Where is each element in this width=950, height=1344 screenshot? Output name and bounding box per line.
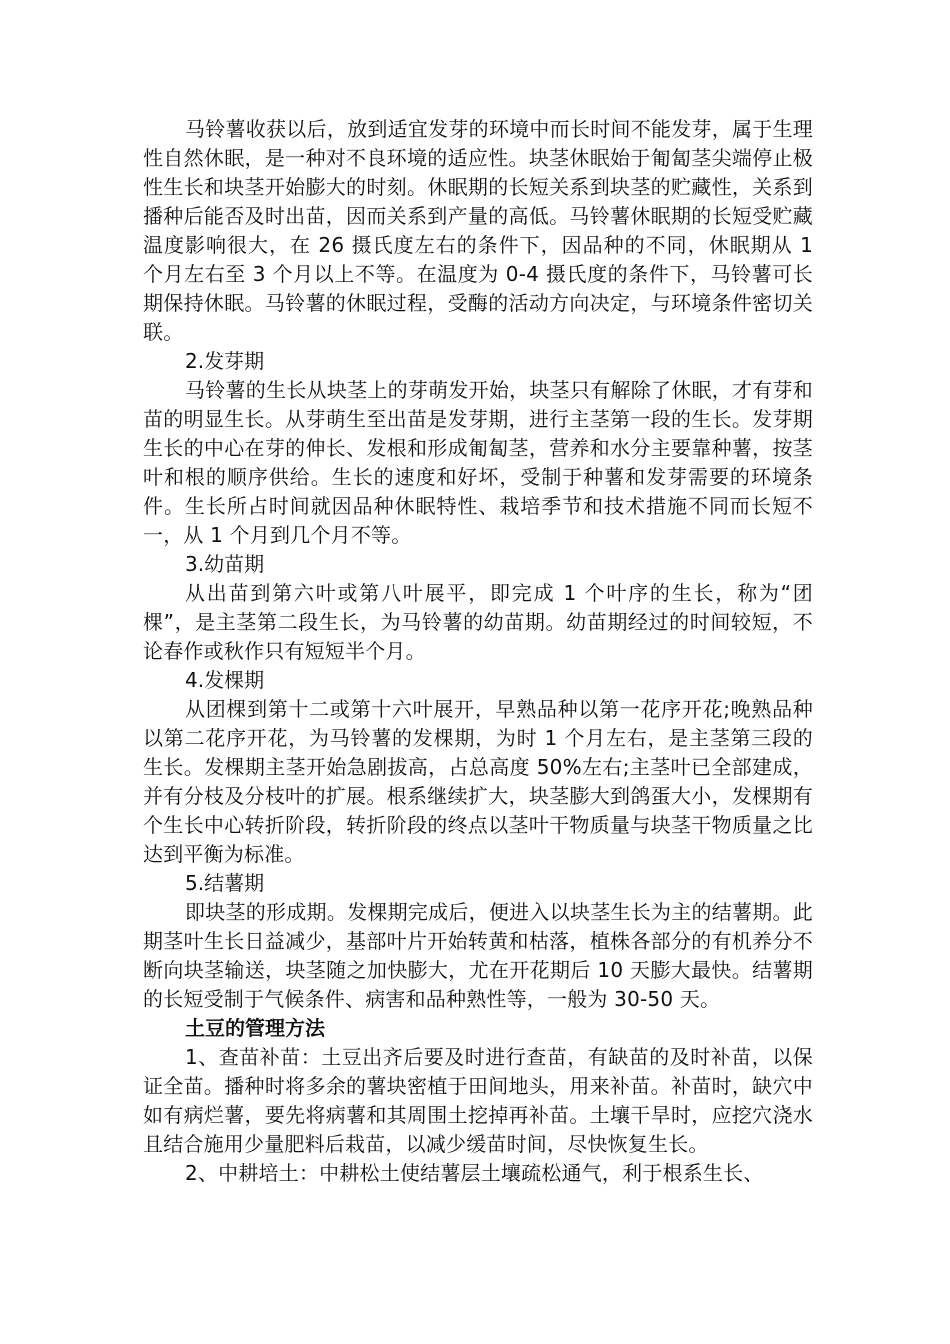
paragraph-dormancy: 马铃薯收获以后，放到适宜发芽的环境中而长时间不能发芽，属于生理性自然休眠，是一种对不良环境的适应性。块茎休眠始于匍匐茎尖端停止极性生长和块茎开始膨大的时刻。休眠期的长短关系到块茎的贮藏性，关系到播种后能否及时出苗，因而关系到产量的高低。马铃薯休眠期的长短受贮藏温度影响很大，在 26 摄氏度左右的条件下，因品种的不同，休眠期从 1 个月左右至 3 个月以上不等。在温度为 0-4 摄氏度的条件下，马铃薯可长期保持休眠。马铃薯的休眠过程，受酶的活动方向决定，与环境条件密切关联。: [143, 117, 813, 344]
heading-sprouting-stage: 2.发芽期: [185, 349, 265, 373]
paragraph-tuber-stage: 即块茎的形成期。发棵期完成后，便进入以块茎生长为主的结薯期。此期茎叶生长日益减少，基部叶片开始转黄和枯落，植株各部分的有机养分不断向块茎输送，块茎随之加快膨大，尤在开花期后 10 天膨大最快。结薯期的长短受制于气候条件、病害和品种熟性等，一般为 30-50 天。: [143, 900, 813, 1011]
paragraph-rosette-stage: 从团棵到第十二或第十六叶展开，早熟品种以第一花序开花;晚熟品种以第二花序开花，为马铃薯的发棵期，为时 1 个月左右，是主茎第三段的生长。发棵期主茎开始急剧拔高，占总高度 50%左右;主茎叶已全部建成，并有分枝及分枝叶的扩展。根系继续扩大，块茎膨大到鸽蛋大小，发棵期有个生长中心转折阶段，转折阶段的终点以茎叶干物质量与块茎干物质量之比达到平衡为标准。: [143, 697, 813, 866]
heading-seedling-stage: 3.幼苗期: [185, 552, 265, 576]
paragraph-sprouting-stage: 马铃薯的生长从块茎上的芽萌发开始，块茎只有解除了休眠，才有芽和苗的明显生长。从芽萌生至出苗是发芽期，进行主茎第一段的生长。发芽期生长的中心在芽的伸长、发根和形成匍匐茎，营养和水分主要靠种薯，按茎叶和根的顺序供给。生长的速度和好坏，受制于种薯和发芽需要的环境条件。生长所占时间就因品种休眠特性、栽培季节和技术措施不同而长短不一，从 1 个月到几个月不等。: [143, 378, 813, 547]
heading-tuber-stage: 5.结薯期: [185, 871, 265, 895]
paragraph-cultivation-hilling: 2、中耕培土：中耕松土使结薯层土壤疏松通气，利于根系生长、: [185, 1161, 764, 1185]
paragraph-check-seedlings: 1、查苗补苗：土豆出齐后要及时进行查苗，有缺苗的及时补苗，以保证全苗。播种时将多余的薯块密植于田间地头，用来补苗。补苗时，缺穴中如有病烂薯，要先将病薯和其周围土挖掉再补苗。土壤干旱时，应挖穴浇水且结合施用少量肥料后栽苗，以减少缓苗时间，尽快恢复生长。: [143, 1045, 813, 1156]
paragraph-seedling-stage: 从出苗到第六叶或第八叶展平，即完成 1 个叶序的生长，称为“团棵”，是主茎第二段生长，为马铃薯的幼苗期。幼苗期经过的时间较短，不论春作或秋作只有短短半个月。: [143, 581, 813, 663]
heading-rosette-stage: 4.发棵期: [185, 668, 265, 692]
heading-management-methods: 土豆的管理方法: [185, 1016, 325, 1040]
document-body: [143, 115, 813, 1188]
